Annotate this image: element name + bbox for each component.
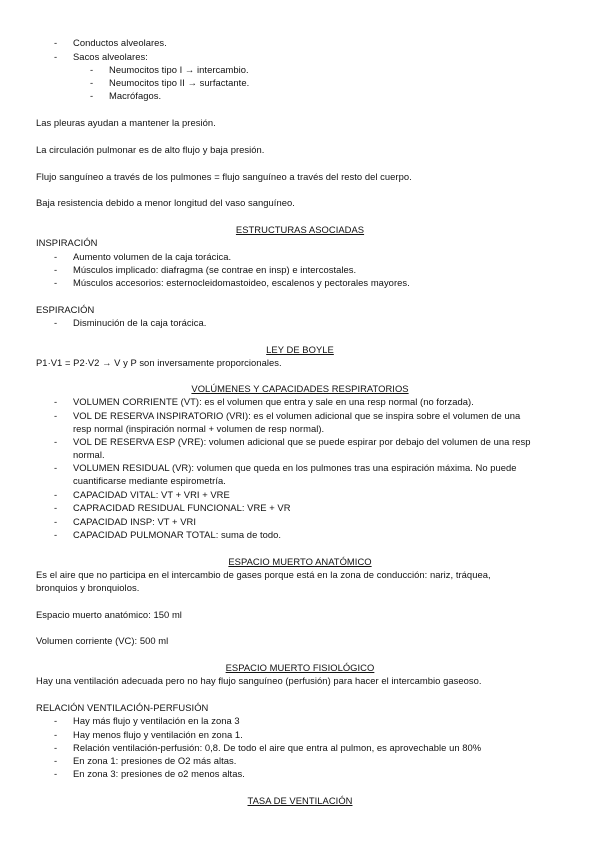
sub-list-item-text: Neumocitos tipo I → intercambio. bbox=[109, 64, 249, 75]
list-item-text: VOLUMEN CORRIENTE (VT): es el volumen que entra y sale en una resp normal (no forzada). bbox=[73, 396, 474, 407]
list-item-continuation: resp normal (inspiración normal + volumen de resp normal). bbox=[73, 423, 325, 434]
bullet-dash: - bbox=[54, 529, 58, 540]
list-item-text: Músculos implicado: diafragma (se contrae en insp) e intercostales. bbox=[73, 264, 357, 275]
bullet-dash: - bbox=[90, 64, 94, 75]
list-item-text: Relación ventilación-perfusión: 0,8. De todo el aire que entra al pulmon, es aprovechable un 80% bbox=[73, 742, 482, 753]
bullet-dash: - bbox=[54, 516, 58, 527]
list-item-text: Sacos alveolares: bbox=[73, 51, 148, 62]
list-item-text: Músculos accesorios: esternocleidomastoideo, escalenos y pectorales mayores. bbox=[73, 277, 410, 288]
list-item-continuation: normal. bbox=[73, 449, 105, 460]
list-item-text: Hay más flujo y ventilación en la zona 3 bbox=[73, 715, 240, 726]
list-item-text: CAPACIDAD PULMONAR TOTAL: suma de todo. bbox=[73, 529, 282, 540]
bullet-dash: - bbox=[54, 436, 58, 447]
paragraph: Espacio muerto anatómico: 150 ml bbox=[36, 609, 182, 620]
list-item-text: Hay menos flujo y ventilación en zona 1. bbox=[73, 729, 243, 740]
list-item-continuation: cuantificarse mediante espirometría. bbox=[73, 475, 226, 486]
section-heading: TASA DE VENTILACIÓN bbox=[247, 795, 353, 806]
list-item-text: CAPACIDAD INSP: VT + VRI bbox=[73, 516, 197, 527]
bullet-dash: - bbox=[54, 462, 58, 473]
list-item-text: VOLUMEN RESIDUAL (VR): volumen que queda en los pulmones tras una espiración máxima. No puede bbox=[73, 462, 517, 473]
bullet-dash: - bbox=[54, 51, 58, 62]
subsection-label: ESPIRACIÓN bbox=[36, 304, 95, 315]
list-item-text: VOL DE RESERVA ESP (VRE): volumen adicional que se puede espirar por debajo del volumen de una resp bbox=[73, 436, 531, 447]
bullet-dash: - bbox=[54, 37, 58, 48]
bullet-dash: - bbox=[54, 729, 58, 740]
list-item-text: CAPRACIDAD RESIDUAL FUNCIONAL: VRE + VR bbox=[73, 502, 291, 513]
bullet-dash: - bbox=[90, 90, 94, 101]
paragraph: Es el aire que no participa en el intercambio de gases porque está en la zona de conducción: nariz, tráquea, bbox=[36, 569, 491, 580]
list-item-text: Disminución de la caja torácica. bbox=[73, 317, 207, 328]
formula-text: P1·V1 = P2·V2 → V y P son inversamente proporcionales. bbox=[36, 357, 282, 368]
section-heading: ESPACIO MUERTO ANATÓMICO bbox=[228, 556, 372, 567]
section-heading: ESTRUCTURAS ASOCIADAS bbox=[235, 224, 365, 235]
sub-list-item-text: Neumocitos tipo II → surfactante. bbox=[109, 77, 250, 88]
list-item-text: Aumento volumen de la caja torácica. bbox=[73, 251, 232, 262]
bullet-dash: - bbox=[54, 755, 58, 766]
paragraph: Volumen corriente (VC): 500 ml bbox=[36, 635, 169, 646]
sub-list-item-text: Macrófagos. bbox=[109, 90, 162, 101]
bullet-dash: - bbox=[54, 742, 58, 753]
section-heading: VOLÚMENES Y CAPACIDADES RESPIRATORIOS bbox=[191, 383, 409, 394]
section-heading: LEY DE BOYLE bbox=[266, 344, 334, 355]
bullet-dash: - bbox=[54, 502, 58, 513]
paragraph: La circulación pulmonar es de alto flujo y baja presión. bbox=[36, 144, 265, 155]
bullet-dash: - bbox=[54, 317, 58, 328]
bullet-dash: - bbox=[54, 264, 58, 275]
bullet-dash: - bbox=[54, 768, 58, 779]
bullet-dash: - bbox=[54, 251, 58, 262]
bullet-dash: - bbox=[54, 489, 58, 500]
list-item-text: Conductos alveolares. bbox=[73, 37, 167, 48]
list-item-text: En zona 1: presiones de O2 más altas. bbox=[73, 755, 237, 766]
list-item-text: CAPACIDAD VITAL: VT + VRI + VRE bbox=[73, 489, 230, 500]
list-item-text: En zona 3: presiones de o2 menos altas. bbox=[73, 768, 245, 779]
paragraph: Baja resistencia debido a menor longitud del vaso sanguíneo. bbox=[36, 197, 295, 208]
bullet-dash: - bbox=[54, 277, 58, 288]
paragraph: Flujo sanguíneo a través de los pulmones = flujo sanguíneo a través del resto del cuerpo. bbox=[36, 171, 412, 182]
paragraph: Las pleuras ayudan a mantener la presión. bbox=[36, 117, 216, 128]
bullet-dash: - bbox=[54, 410, 58, 421]
subsection-label: INSPIRACIÓN bbox=[36, 237, 98, 248]
bullet-dash: - bbox=[90, 77, 94, 88]
list-item-text: VOL DE RESERVA INSPIRATORIO (VRI): es el volumen adicional que se inspira sobre el volumen de una bbox=[73, 410, 521, 421]
paragraph: Hay una ventilación adecuada pero no hay flujo sanguíneo (perfusión) para hacer el intercambio gaseoso. bbox=[36, 675, 482, 686]
bullet-dash: - bbox=[54, 396, 58, 407]
subsection-label: RELACIÓN VENTILACIÓN-PERFUSIÓN bbox=[36, 702, 209, 713]
section-heading: ESPACIO MUERTO FISIOLÓGICO bbox=[225, 662, 375, 673]
bullet-dash: - bbox=[54, 715, 58, 726]
paragraph: bronquios y bronquiolos. bbox=[36, 582, 140, 593]
